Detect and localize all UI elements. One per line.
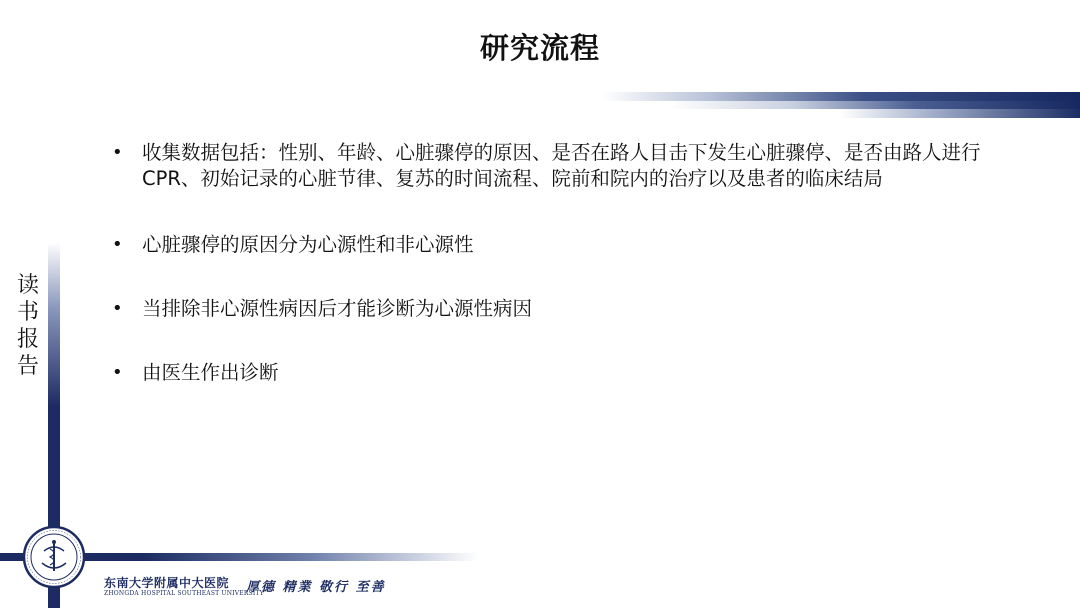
hospital-seal-icon <box>22 525 86 589</box>
side-label-char: 读 <box>16 273 39 298</box>
bullet-item <box>110 232 1010 258</box>
side-label-char: 书 <box>16 300 39 325</box>
bullet-text: 当排除非心源性病因后才能诊断为心源性病因 <box>142 297 533 320</box>
bullet-list <box>110 140 1010 386</box>
bullet-dot-icon: • <box>112 142 123 163</box>
title-decoration-bar <box>602 92 1080 118</box>
bullet-dot-icon: • <box>112 234 123 255</box>
bullet-dot-icon: • <box>112 298 123 319</box>
hospital-name-en: ZHONGDA HOSPITAL SOUTHEAST UNIVERSITY <box>104 590 264 597</box>
side-label-char: 告 <box>16 354 39 379</box>
hospital-motto: 厚德 精業 敬行 至善 <box>246 580 386 595</box>
title-bar-band <box>840 109 1080 118</box>
side-label-char: 报 <box>16 327 39 352</box>
bullet-item <box>110 360 1010 386</box>
bullet-text: 心脏骤停的原因分为心源性和非心源性 <box>142 233 474 256</box>
bullet-text: 收集数据包括：性别、年龄、心脏骤停的原因、是否在路人目击下发生心脏骤停、是否由路人进行CPR、初始记录的心脏节律、复苏的时间流程、院前和院内的治疗以及患者的临床结局 <box>142 141 981 190</box>
hospital-name-cn: 东南大学附属中大医院 <box>104 576 230 590</box>
bullet-dot-icon: • <box>112 362 123 383</box>
title-bar-band <box>602 92 1080 101</box>
bullet-text: 由医生作出诊断 <box>142 361 279 384</box>
bullet-item <box>110 140 1010 192</box>
side-label <box>8 272 48 380</box>
slide-title: 研究流程 <box>479 31 600 65</box>
bullet-item <box>110 296 1010 322</box>
title-bar-band <box>670 101 1080 109</box>
